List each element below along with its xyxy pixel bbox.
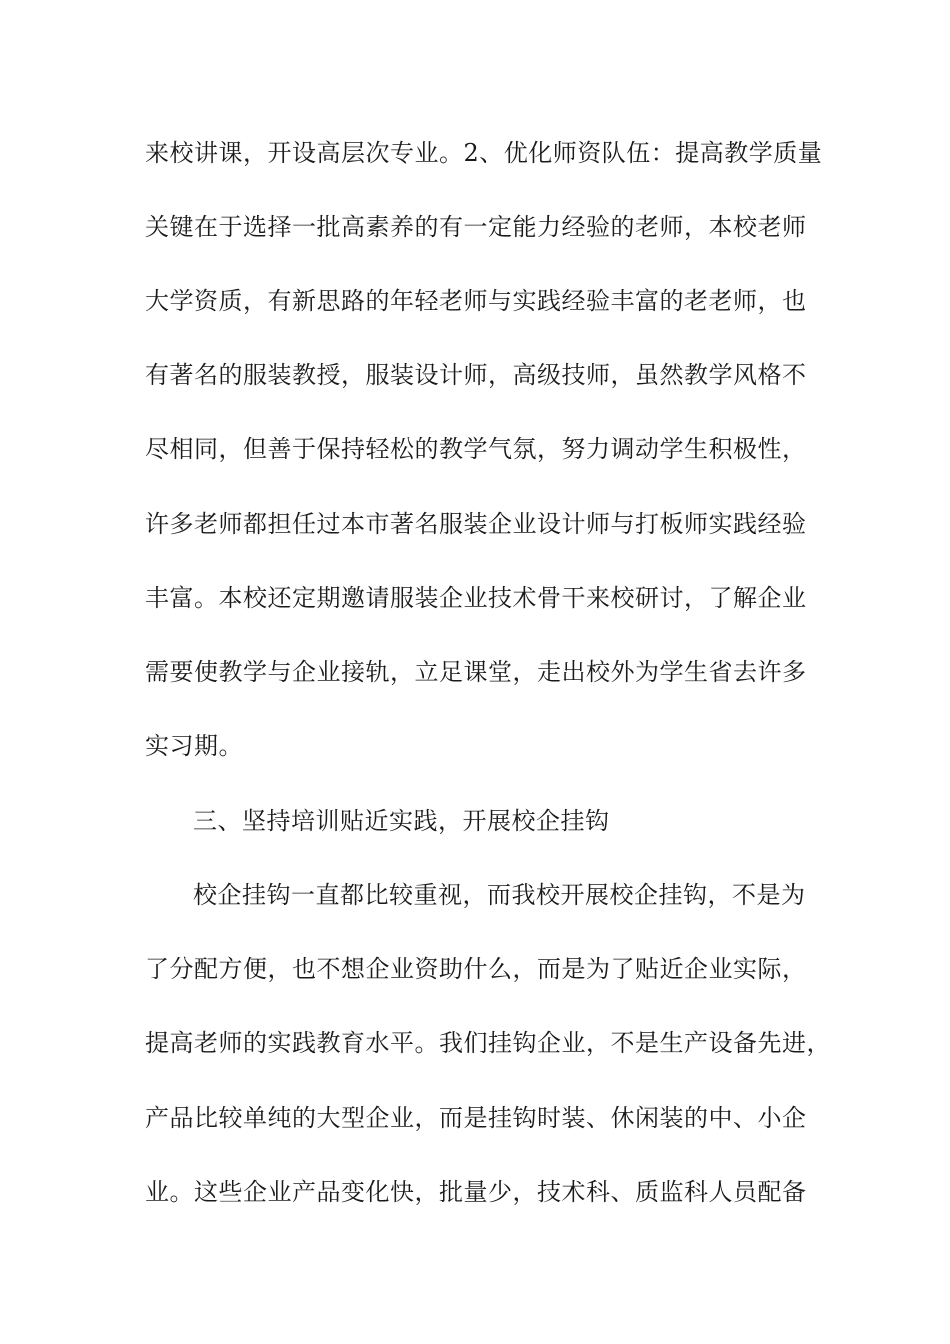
text-line-3: 大学资质，有新思路的年轻老师与实践经验丰富的老老师，也 <box>145 287 807 315</box>
text-line-13: 提高老师的实践教育水平。我们挂钩企业，不是生产设备先进， <box>145 1029 831 1057</box>
text-line-7: 丰富。本校还定期邀请服装企业技术骨干来校研讨，了解企业 <box>145 584 807 612</box>
text-line-6: 许多老师都担任过本市著名服装企业设计师与打板师实践经验 <box>145 510 807 538</box>
section-heading: 三、坚持培训贴近实践，开展校企挂钩 <box>193 807 610 835</box>
text-line-11: 校企挂钩一直都比较重视，而我校开展校企挂钩，不是为 <box>193 881 806 909</box>
text-line-1: 来校讲课，开设高层次专业。2、优化师资队伍：提高教学质量 <box>145 139 823 167</box>
text-line-2: 关键在于选择一批高素养的有一定能力经验的老师，本校老师 <box>145 213 807 241</box>
text-line-8: 需要使教学与企业接轨，立足课堂，走出校外为学生省去许多 <box>145 658 807 686</box>
text-line-5: 尽相同，但善于保持轻松的教学气氛，努力调动学生积极性， <box>145 435 807 463</box>
text-line-4: 有著名的服装教授，服装设计师，高级技师，虽然教学风格不 <box>145 361 807 389</box>
text-line-15: 业。这些企业产品变化快，批量少，技术科、质监科人员配备 <box>145 1178 807 1206</box>
text-line-9: 实习期。 <box>145 732 243 760</box>
text-line-14: 产品比较单纯的大型企业，而是挂钩时装、休闲装的中、小企 <box>145 1104 807 1132</box>
text-line-12: 了分配方便，也不想企业资助什么，而是为了贴近企业实际， <box>145 955 807 983</box>
